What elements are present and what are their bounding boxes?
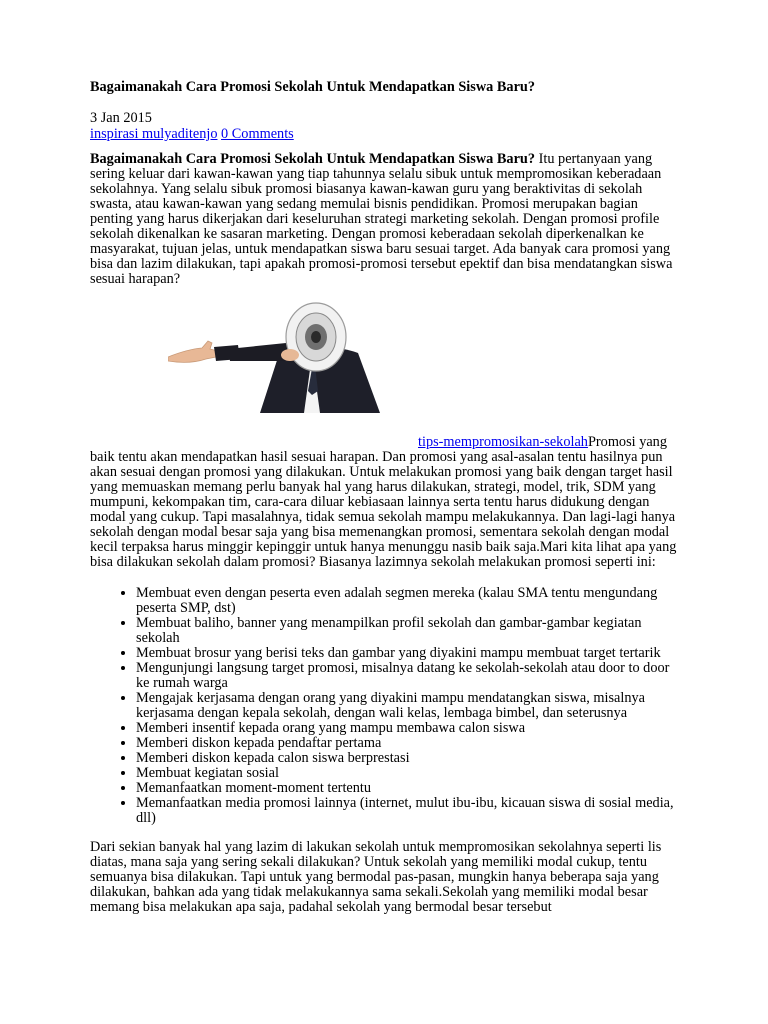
list-item: • Memanfaatkan media promosi lainnya (internet, mulut ibu-ibu, kicauan siswa di sosial media, dll) xyxy=(136,796,680,826)
list-item: • Membuat even dengan peserta even adalah segmen mereka (kalau SMA tentu mengundang peserta SMP, dst) xyxy=(136,586,680,616)
article-title: Bagaimanakah Cara Promosi Sekolah Untuk Mendapatkan Siswa Baru? xyxy=(90,79,536,95)
list-item: • Memberi diskon kepada pendaftar pertama xyxy=(136,736,680,751)
article xyxy=(90,78,680,915)
body-paragraph xyxy=(90,435,680,570)
closing-paragraph: Dari sekian banyak hal yang lazim di lakukan sekolah untuk mempromosikan sekolahnya seperti lis diatas, mana saja yang sering sekali dilakukan? Untuk sekolah yang memiliki modal cukup, tentu semuanya bisa dilakukan. Tapi untuk yang bermodal pas-pasan, mungkin hanya beberapa saja yang dilakukan, bahkan ada yang tidak melakukannya sama sekali.Sekolah yang memiliki modal besar memang bisa melakukan apa saja, padahal sekolah yang bermodal besar tersebut xyxy=(90,839,662,915)
list-item: • Membuat baliho, banner yang menampilkan profil sekolah dan gambar-gambar kegiatan sekolah xyxy=(136,616,680,646)
list-item: • Memberi insentif kepada orang yang mampu membawa calon siswa xyxy=(136,721,680,736)
list-item: • Memberi diskon kepada calon siswa berprestasi xyxy=(136,751,680,766)
article-figure xyxy=(90,293,680,435)
list-item: • Mengunjungi langsung target promosi, misalnya datang ke sekolah-sekolah atau door to door ke rumah warga xyxy=(136,661,680,691)
list-item: • Memanfaatkan moment-moment tertentu xyxy=(136,781,680,796)
intro-paragraph xyxy=(90,152,680,287)
author-link[interactable]: inspirasi mulyaditenjo xyxy=(90,126,218,142)
image-caption-link[interactable]: tips-mempromosikan-sekolah xyxy=(418,434,588,450)
intro-text: Itu pertanyaan yang sering keluar dari kawan-kawan yang tiap tahunnya selalu sibuk untuk mempromosikan keberadaan sekolahnya. Yang selalu sibuk promosi biasanya kawan-kawan guru yang beraktivitas di sekolah swasta, atau kawan-kawan yang sedang memulai bisnis pendidikan. Promosi merupakan bagian penting yang harus dikerjakan dari keseluruhan strategi marketing sekolah. Dengan promosi profile sekolah dikenalkan ke sasaran marketing. Dengan promosi keberadaan sekolah diperkenalkan ke masyarakat, tujuan jelas, untuk mendapatkan siswa baru sesuai target. Ada banyak cara promosi yang bisa dan lazim dilakukan, tapi apakah promosi-promosi tersebut epektif dan bisa mendatangkan siswa sesuai harapan? xyxy=(90,151,673,287)
intro-bold: Bagaimanakah Cara Promosi Sekolah Untuk Mendapatkan Siswa Baru? xyxy=(90,151,536,167)
promotion-list xyxy=(90,586,680,826)
megaphone-man-image xyxy=(168,299,396,413)
list-item: • Membuat brosur yang berisi teks dan gambar yang diyakini mampu membuat target tertarik xyxy=(136,646,680,661)
article-date: 3 Jan 2015 xyxy=(90,110,152,126)
list-item: • Mengajak kerjasama dengan orang yang diyakini mampu mendatangkan siswa, misalnya kerjasama dengan kepala sekolah, dengan wali kelas, lembaga bimbel, dan seterusnya xyxy=(136,691,680,721)
article-meta xyxy=(90,126,680,142)
list-item: • Membuat kegiatan sosial xyxy=(136,766,680,781)
body-text: Promosi yang baik tentu akan mendapatkan hasil sesuai harapan. Dan promosi yang asal-asalan tentu hasilnya pun akan sesuai dengan promosi yang dilakukan. Untuk melakukan promosi yang baik dengan target hasil yang memuaskan memang perlu banyak hal yang harus dilakukan, strategi, model, trik, SDM yang mumpuni, kekompakan tim, cara-cara diluar kebiasaan lainnya serta tentu harus didukung dengan modal yang cukup. Tapi masalahnya, tidak semua sekolah mampu melakukannya. Dan lagi-lagi hanya sekolah dengan modal besar saja yang bisa memenangkan promosi, sementara sekolah dengan modal kecil terpaksa harus minggir kepinggir untuk hanya menunggu nasib baik saja.Mari kita lihat apa yang bisa dilakukan sekolah dalam promosi? Biasanya lazimnya sekolah melakukan promosi seperti ini: xyxy=(90,434,677,570)
comments-link[interactable]: 0 Comments xyxy=(221,126,294,142)
